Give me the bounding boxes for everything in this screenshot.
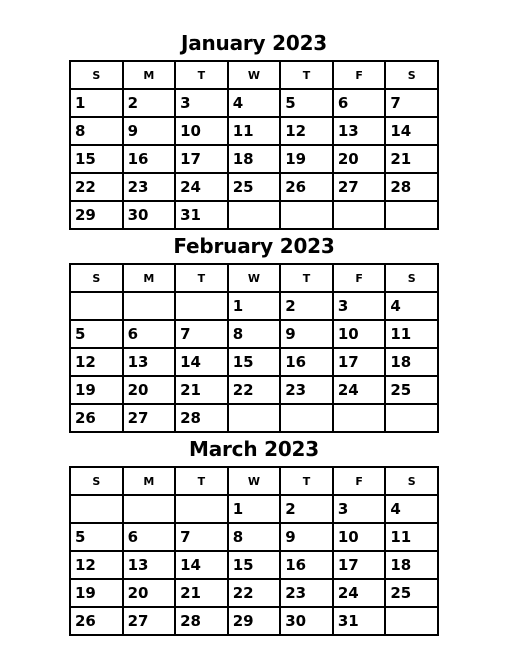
day-cell: 16 <box>123 145 176 173</box>
day-cell: 2 <box>280 292 333 320</box>
day-cell: 4 <box>385 495 438 523</box>
month-title: March 2023 <box>189 437 319 461</box>
day-cell: 30 <box>280 607 333 635</box>
week-row <box>70 607 438 635</box>
day-cell: 13 <box>333 117 386 145</box>
day-cell <box>70 495 123 523</box>
day-cell: 24 <box>333 579 386 607</box>
day-cell: 22 <box>70 173 123 201</box>
day-cell: 15 <box>70 145 123 173</box>
day-cell: 27 <box>333 173 386 201</box>
day-cell <box>123 495 176 523</box>
weekday-label: W <box>228 467 281 495</box>
day-cell: 28 <box>175 607 228 635</box>
weekday-label: S <box>70 467 123 495</box>
calendar-grid <box>69 466 439 636</box>
day-cell: 29 <box>228 607 281 635</box>
day-cell: 3 <box>333 495 386 523</box>
week-row <box>70 145 438 173</box>
day-cell <box>333 404 386 432</box>
day-cell: 6 <box>123 523 176 551</box>
day-cell: 1 <box>228 495 281 523</box>
day-cell: 11 <box>228 117 281 145</box>
day-cell <box>333 201 386 229</box>
day-cell: 15 <box>228 551 281 579</box>
day-cell: 18 <box>385 551 438 579</box>
day-cell: 22 <box>228 376 281 404</box>
day-cell: 30 <box>123 201 176 229</box>
day-cell <box>123 292 176 320</box>
day-cell: 5 <box>280 89 333 117</box>
weekday-label: M <box>123 264 176 292</box>
week-row <box>70 348 438 376</box>
month-title: February 2023 <box>173 234 335 258</box>
day-cell: 14 <box>385 117 438 145</box>
day-cell: 7 <box>175 523 228 551</box>
weekday-header-row <box>70 61 438 89</box>
week-row <box>70 201 438 229</box>
day-cell: 2 <box>280 495 333 523</box>
weekday-label: T <box>280 467 333 495</box>
week-row <box>70 117 438 145</box>
day-cell: 20 <box>123 579 176 607</box>
day-cell: 7 <box>385 89 438 117</box>
day-cell: 14 <box>175 551 228 579</box>
day-cell: 16 <box>280 551 333 579</box>
day-cell: 11 <box>385 320 438 348</box>
day-cell: 19 <box>70 376 123 404</box>
weekday-label: M <box>123 467 176 495</box>
month-march <box>69 437 439 636</box>
day-cell: 7 <box>175 320 228 348</box>
week-row <box>70 292 438 320</box>
weekday-label: W <box>228 264 281 292</box>
weekday-label: S <box>70 264 123 292</box>
week-row <box>70 523 438 551</box>
day-cell: 17 <box>333 348 386 376</box>
weekday-label: T <box>280 61 333 89</box>
day-cell: 10 <box>175 117 228 145</box>
day-cell: 12 <box>280 117 333 145</box>
calendar-grid <box>69 60 439 230</box>
week-row <box>70 495 438 523</box>
day-cell <box>228 201 281 229</box>
weekday-label: T <box>280 264 333 292</box>
day-cell: 9 <box>280 523 333 551</box>
day-cell <box>70 292 123 320</box>
day-cell: 21 <box>385 145 438 173</box>
day-cell: 28 <box>385 173 438 201</box>
day-cell <box>385 201 438 229</box>
day-cell: 24 <box>333 376 386 404</box>
day-cell: 3 <box>333 292 386 320</box>
week-row <box>70 173 438 201</box>
day-cell: 11 <box>385 523 438 551</box>
day-cell: 4 <box>385 292 438 320</box>
weekday-label: M <box>123 61 176 89</box>
weekday-label: S <box>385 467 438 495</box>
weekday-label: T <box>175 264 228 292</box>
month-january <box>69 31 439 230</box>
day-cell: 15 <box>228 348 281 376</box>
weekday-header-row <box>70 264 438 292</box>
day-cell <box>385 404 438 432</box>
day-cell: 20 <box>123 376 176 404</box>
calendar-grid <box>69 263 439 433</box>
day-cell: 1 <box>70 89 123 117</box>
day-cell: 25 <box>385 579 438 607</box>
day-cell: 24 <box>175 173 228 201</box>
day-cell: 8 <box>228 523 281 551</box>
day-cell: 22 <box>228 579 281 607</box>
month-february <box>69 234 439 433</box>
day-cell: 26 <box>70 607 123 635</box>
week-row <box>70 404 438 432</box>
weekday-label: F <box>333 467 386 495</box>
week-row <box>70 551 438 579</box>
week-row <box>70 376 438 404</box>
weekday-label: T <box>175 61 228 89</box>
day-cell: 12 <box>70 551 123 579</box>
weekday-label: W <box>228 61 281 89</box>
day-cell: 10 <box>333 320 386 348</box>
weekday-label: S <box>385 61 438 89</box>
week-row <box>70 579 438 607</box>
day-cell: 14 <box>175 348 228 376</box>
day-cell: 23 <box>123 173 176 201</box>
day-cell: 21 <box>175 579 228 607</box>
weekday-label: S <box>70 61 123 89</box>
weekday-label: F <box>333 61 386 89</box>
day-cell: 2 <box>123 89 176 117</box>
weekday-label: T <box>175 467 228 495</box>
day-cell: 19 <box>70 579 123 607</box>
day-cell: 23 <box>280 579 333 607</box>
day-cell <box>280 201 333 229</box>
day-cell <box>228 404 281 432</box>
day-cell: 25 <box>228 173 281 201</box>
day-cell: 5 <box>70 320 123 348</box>
day-cell: 26 <box>280 173 333 201</box>
day-cell: 20 <box>333 145 386 173</box>
day-cell <box>385 607 438 635</box>
day-cell <box>175 495 228 523</box>
day-cell: 17 <box>333 551 386 579</box>
day-cell: 16 <box>280 348 333 376</box>
weekday-label: S <box>385 264 438 292</box>
day-cell: 17 <box>175 145 228 173</box>
day-cell: 18 <box>228 145 281 173</box>
day-cell: 25 <box>385 376 438 404</box>
day-cell: 9 <box>280 320 333 348</box>
day-cell: 5 <box>70 523 123 551</box>
day-cell: 27 <box>123 607 176 635</box>
day-cell: 8 <box>228 320 281 348</box>
day-cell: 13 <box>123 551 176 579</box>
day-cell: 21 <box>175 376 228 404</box>
day-cell: 12 <box>70 348 123 376</box>
day-cell <box>175 292 228 320</box>
day-cell: 9 <box>123 117 176 145</box>
day-cell: 29 <box>70 201 123 229</box>
day-cell: 31 <box>333 607 386 635</box>
day-cell: 18 <box>385 348 438 376</box>
week-row <box>70 320 438 348</box>
day-cell: 26 <box>70 404 123 432</box>
day-cell: 27 <box>123 404 176 432</box>
day-cell: 6 <box>123 320 176 348</box>
day-cell <box>280 404 333 432</box>
month-title: January 2023 <box>180 31 328 55</box>
day-cell: 3 <box>175 89 228 117</box>
day-cell: 23 <box>280 376 333 404</box>
day-cell: 13 <box>123 348 176 376</box>
day-cell: 6 <box>333 89 386 117</box>
day-cell: 8 <box>70 117 123 145</box>
day-cell: 19 <box>280 145 333 173</box>
day-cell: 31 <box>175 201 228 229</box>
weekday-header-row <box>70 467 438 495</box>
day-cell: 28 <box>175 404 228 432</box>
day-cell: 4 <box>228 89 281 117</box>
week-row <box>70 89 438 117</box>
day-cell: 10 <box>333 523 386 551</box>
weekday-label: F <box>333 264 386 292</box>
day-cell: 1 <box>228 292 281 320</box>
